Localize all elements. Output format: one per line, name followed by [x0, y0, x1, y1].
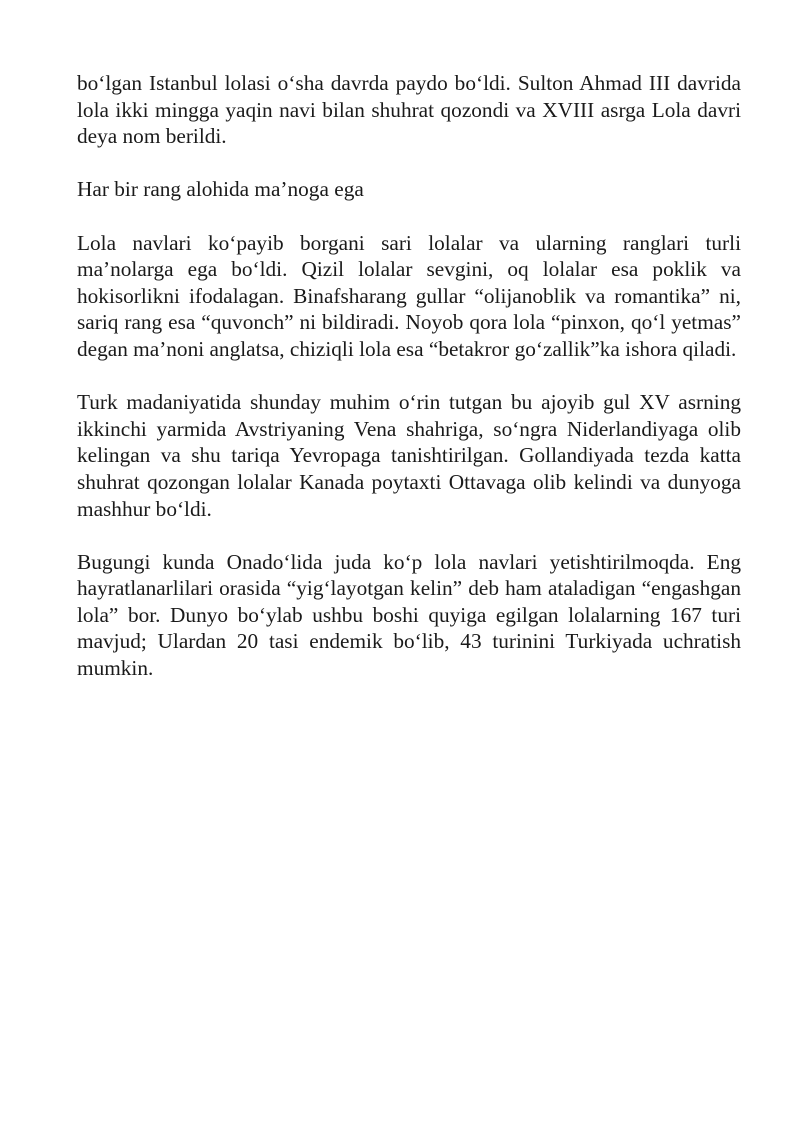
intro-paragraph: bo‘lgan Istanbul lolasi o‘sha davrda paydo bo‘ldi. Sulton Ahmad III davrida lola ikki mingga yaqin navi bilan shuhrat qozondi va XVIII asrga Lola davri deya nom berildi.	[77, 71, 741, 149]
section-heading: Har bir rang alohida ma’noga ega	[77, 177, 364, 202]
history-paragraph: Turk madaniyatida shunday muhim o‘rin tutgan bu ajoyib gul XV asrning ikkinchi yarmida Avstriyaning Vena shahriga, so‘ngra Niderlandiyaga olib kelingan va shu tariqa Yevropaga tanishtirilgan. Gollandiyada tezda katta shuhrat qozongan lolalar Kanada poytaxti Ottavaga olib kelindi va dunyoga mashhur bo‘ldi.	[77, 390, 741, 521]
document-page	[77, 70, 741, 708]
colors-paragraph: Lola navlari ko‘payib borgani sari lolalar va ularning ranglari turli ma’nolarga ega bo‘ldi. Qizil lolalar sevgini, oq lolalar esa poklik va hokisorlikni ifodalagan. Binafsharang gullar “olijanoblik va romantika” ni, sariq rang esa “quvonch” ni bildiradi. Noyob qora lola “pinxon, qo‘l yetmas” degan ma’noni anglatsa, chiziqli lola esa “betakror go‘zallik”ka ishora qiladi.	[77, 230, 741, 361]
today-paragraph: Bugungi kunda Onado‘lida juda ko‘p lola navlari yetishtirilmoqda. Eng hayratlanarlilari orasida “yig‘layotgan kelin” deb ham ataladigan “engashgan lola” bor. Dunyo bo‘ylab ushbu boshi quyiga egilgan lolalarning 167 turi mavjud; Ulardan 20 tasi endemik bo‘lib, 43 turinini Turkiyada uchratish mumkin.	[77, 549, 741, 681]
